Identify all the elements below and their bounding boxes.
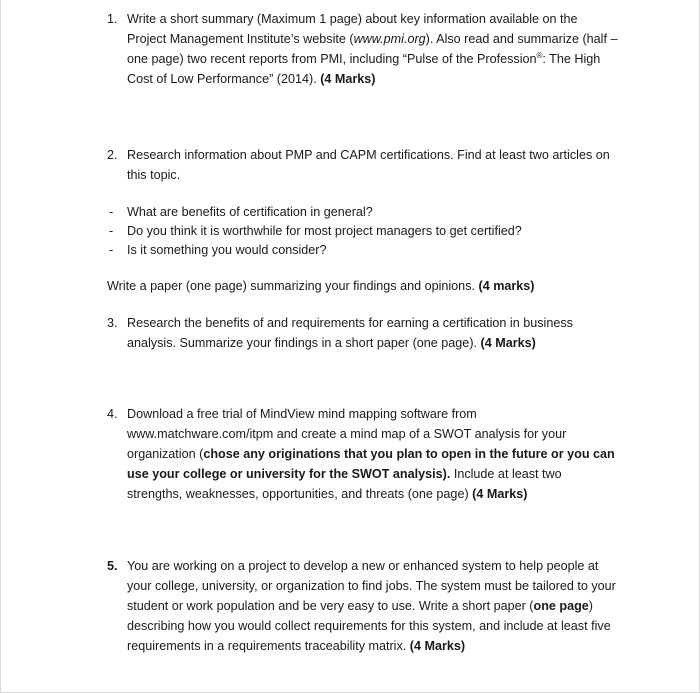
question-5-marks: (4 Marks) <box>409 639 466 653</box>
bullet-item <box>1 240 699 260</box>
bullet-text: What are benefits of certification in general? <box>127 205 373 219</box>
bullet-item <box>1 221 699 241</box>
question-3-number: 3. <box>107 316 118 330</box>
question-3-text-body: Research the benefits of and requirements for earning a certification in business analysis. Summarize your findings in a short paper (one page). <box>127 316 573 350</box>
question-1-text-b: ). Also read and summarize (half – one page) two recent reports from PMI, including “Pulse of the Profession <box>127 32 618 66</box>
question-4-number: 4. <box>107 407 118 421</box>
question-1-marks: (4 Marks) <box>320 72 376 86</box>
question-2-followup <box>107 276 535 296</box>
bullet-item <box>1 202 699 222</box>
bullet-dash: - <box>109 205 114 219</box>
question-5-number: 5. <box>107 559 118 573</box>
registered-mark: ® <box>536 50 543 60</box>
question-5-text <box>127 556 619 656</box>
question-1-number: 1. <box>107 12 118 26</box>
question-2-marks: (4 marks) <box>478 279 535 293</box>
question-5-bold: one page <box>533 599 589 613</box>
bullet-dash: - <box>109 243 114 257</box>
question-3-text <box>127 313 619 353</box>
question-4-text-b: Include at least two strengths, weaknesses, opportunities, and threats (one page) <box>127 467 562 501</box>
question-1-text-c: : The High Cost of Low Performance” (2014). <box>127 52 601 86</box>
bullet-text: Do you think it is worthwhile for most project managers to get certified? <box>127 224 522 238</box>
question-1-text <box>127 9 619 89</box>
question-4-text <box>127 404 619 504</box>
question-4-text-a: Download a free trial of MindView mind mapping software from www.matchware.com/itpm and create a mind map of a SWOT analysis for your organization ( <box>127 407 567 461</box>
question-2-text: Research information about PMP and CAPM certifications. Find at least two articles on this topic. <box>127 148 610 182</box>
question-5-text-a: You are working on a project to develop a new or enhanced system to help people at your college, university, or organization to find jobs. The system must be tailored to your student or work population and be very easy to use. Write a short paper ( <box>127 559 616 613</box>
question-2-number: 2. <box>107 148 118 162</box>
question-5-text-b: ) describing how you would collect requirements for this system, and include at least five requirements in a requirements traceability matrix. <box>127 599 611 653</box>
bullet-dash: - <box>109 224 114 238</box>
question-4-bold: chose any originations that you plan to open in the future or you can use your college or university for the SWOT analysis). <box>127 447 615 481</box>
question-1-text-a: Write a short summary (Maximum 1 page) about key information available on the Project Management Institute’s website ( <box>127 12 578 46</box>
question-2-followup-text: Write a paper (one page) summarizing your findings and opinions. <box>107 279 475 293</box>
bullet-text: Is it something you would consider? <box>127 243 327 257</box>
pmi-url: www.pmi.org <box>353 32 426 46</box>
question-3-marks: (4 Marks) <box>480 336 536 350</box>
question-4-marks: (4 Marks) <box>472 487 528 501</box>
